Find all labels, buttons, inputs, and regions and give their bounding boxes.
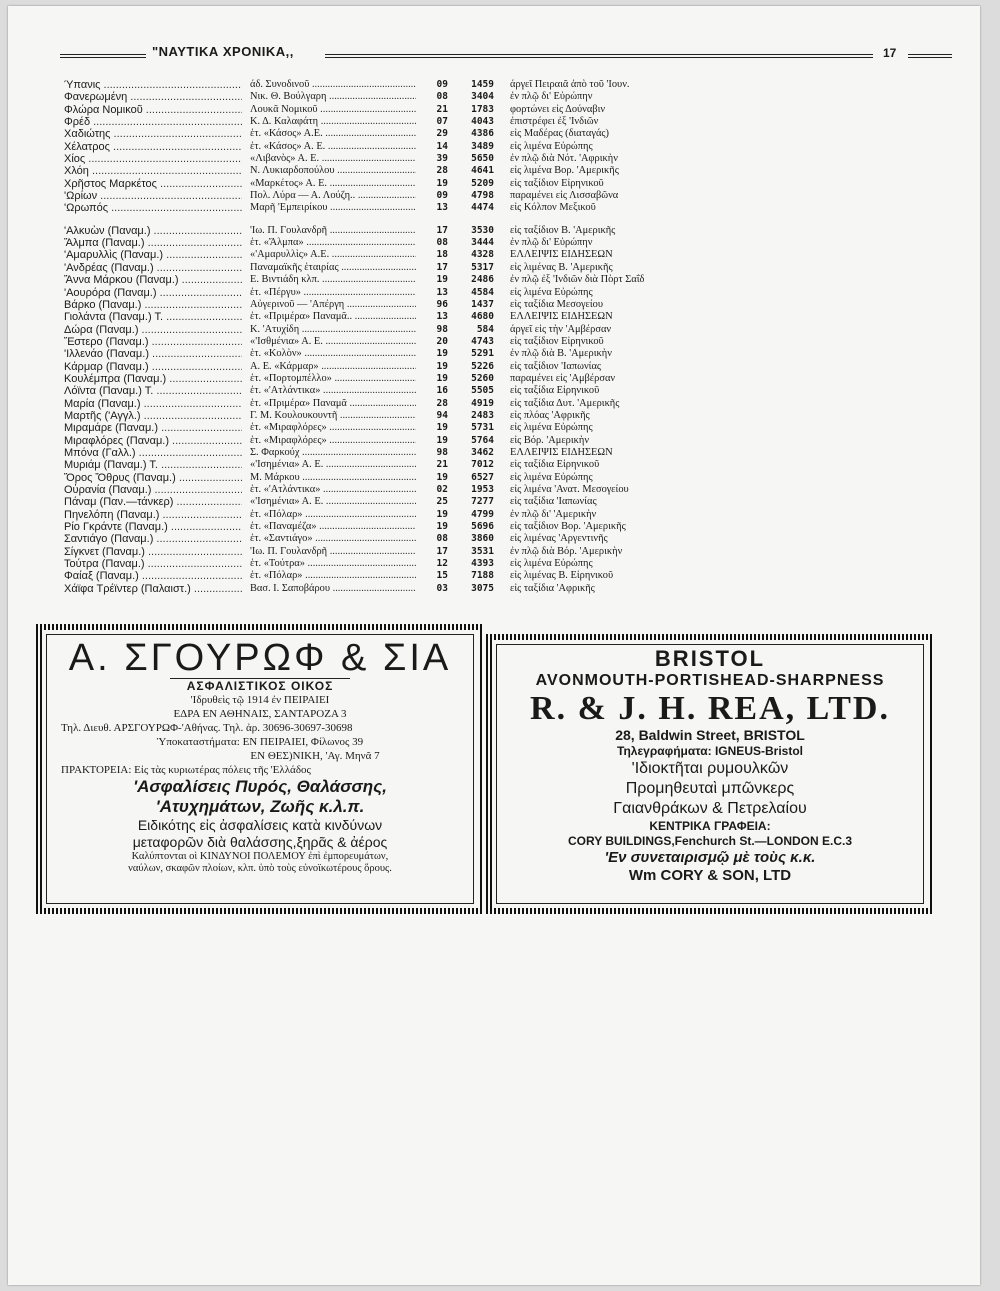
ship-tonnage: 3075 bbox=[471, 582, 494, 594]
ad-bristol-ports: AVONMOUTH-PORTISHEAD-SHARPNESS bbox=[535, 672, 885, 689]
ship-tonnage: 3860 bbox=[471, 533, 494, 545]
ship-location: εἰς Μαδέρας (διαταγάς) bbox=[510, 128, 609, 140]
ship-tonnage: 2486 bbox=[471, 274, 494, 286]
table-row bbox=[64, 202, 764, 214]
header-rule-left bbox=[60, 54, 146, 58]
ship-location: εἰς λιμένα 'Ανατ. Μεσογείου bbox=[510, 484, 629, 495]
ship-location: εἰς ταξίδιον Β. 'Αμερικῆς bbox=[510, 224, 616, 236]
ship-tonnage: 1437 bbox=[471, 298, 494, 310]
ad-sgouros-tel: Τηλ. Διευθ. ΑΡΣΓΟΥΡΩΦ-'Αθήνας. Τηλ. ἀρ. 30696-30697-30698 bbox=[61, 722, 353, 734]
ship-tonnage: 3444 bbox=[471, 237, 494, 249]
ship-owner: ἑτ. «Σαντιάγο» ..... bbox=[250, 533, 416, 545]
ship-location: άργεῖ εἰς τὴν 'Αμβέρσαν bbox=[510, 323, 612, 335]
ship-name: Χρῆστος Μαρκέτος ..... bbox=[64, 178, 242, 190]
ship-tonnage: 5505 bbox=[471, 385, 494, 397]
ship-owner: Ν. Λυκιαρδοπούλου ..... bbox=[250, 165, 416, 177]
header-rule-end bbox=[908, 54, 952, 58]
table-row bbox=[64, 141, 764, 153]
ship-year-code: 19 bbox=[436, 274, 448, 286]
ship-location: εἰς ταξίδιον Εἰρηνικοῦ bbox=[510, 335, 604, 347]
table-row bbox=[64, 116, 764, 128]
table-row bbox=[64, 398, 764, 410]
ship-owner: ἑτ. «Πριμέρα» Παναμᾶ.. ..... bbox=[250, 311, 416, 323]
ship-owner: ἑτ. «Πέργυ» ..... bbox=[250, 287, 416, 299]
ship-tonnage: 4386 bbox=[471, 128, 494, 140]
ship-location: εἰς λιμένα Βορ. 'Αμερικῆς bbox=[510, 165, 619, 177]
ship-owner: ἑτ. «Ἄλμπα» ..... bbox=[250, 237, 416, 249]
ship-owner: «Λιβανὸς» Α. Ε. ..... bbox=[250, 153, 416, 165]
ship-location: εἰς ταξίδιον Εἰρηνικοῦ bbox=[510, 177, 604, 189]
table-row bbox=[64, 348, 764, 360]
ship-name: Βάρκο (Παναμ.) ..... bbox=[64, 299, 242, 311]
ship-owner: ἑτ. «Κολὸν» ..... bbox=[250, 348, 416, 360]
ship-name: Τούτρα (Παναμ.) ..... bbox=[64, 558, 242, 570]
table-row bbox=[64, 558, 764, 570]
table-row bbox=[64, 422, 764, 434]
ship-tonnage: 5696 bbox=[471, 521, 494, 533]
ship-year-code: 21 bbox=[436, 459, 448, 471]
ship-location: εἰς Κόλπον Μεξικοῦ bbox=[510, 202, 596, 214]
ad-bristol-partner: 'Εν συνεταιρισμῷ μὲ τοὺς κ.κ. bbox=[604, 849, 816, 866]
ship-year-code: 16 bbox=[436, 385, 448, 397]
ship-location: εἰς λιμένα Εὐρώπης bbox=[510, 286, 593, 298]
ship-year-code: 19 bbox=[436, 521, 448, 533]
ship-owner: ἑτ. «'Ατλάντικα» ..... bbox=[250, 385, 416, 397]
table-row bbox=[64, 509, 764, 521]
ad-sgouros-insurance1: 'Ασφαλίσεις Πυρός, Θαλάσσης, bbox=[133, 777, 387, 796]
ship-tonnage: 3462 bbox=[471, 446, 494, 458]
ship-year-code: 29 bbox=[436, 128, 448, 140]
ship-name: Χέλατρος ..... bbox=[64, 141, 242, 153]
ship-name: Δώρα (Παναμ.) ..... bbox=[64, 324, 242, 336]
ship-name: Μιραφλόρες (Παναμ.) ..... bbox=[64, 435, 242, 447]
ship-tonnage: 4393 bbox=[471, 558, 494, 570]
ship-name: Χλόη ..... bbox=[64, 165, 242, 177]
table-row bbox=[64, 165, 764, 177]
ship-name: Ὄρος Ὄθρυς (Παναμ.) ..... bbox=[64, 472, 242, 484]
ship-name: Ἄννα Μάρκου (Παναμ.) ..... bbox=[64, 274, 242, 286]
table-row bbox=[64, 237, 764, 249]
ship-owner: ἑτ. «Τούτρα» ..... bbox=[250, 558, 416, 570]
ad-bristol-line1: 'Ιδιοκτῆται ρυμουλκῶν bbox=[631, 760, 789, 777]
ship-location: εἰς λιμένα Εὐρώπης bbox=[510, 558, 593, 570]
ship-year-code: 17 bbox=[436, 224, 448, 236]
ad-bristol-line3: Γαιανθράκων & Πετρελαίου bbox=[613, 800, 807, 817]
ship-tonnage: 5226 bbox=[471, 360, 494, 372]
table-row bbox=[64, 274, 764, 286]
ship-name: Λόϊντα (Παναμ.) Τ. ..... bbox=[64, 385, 242, 397]
ad-sgouros-war2: ναύλων, σκαφῶν πλοίων, κλπ. ὑπὸ τοὺς εὐνοϊκωτέρους ὅρους. bbox=[128, 863, 392, 874]
ship-owner: ἑτ. «'Ατλάντικα» ..... bbox=[250, 484, 416, 496]
ship-tonnage: 2483 bbox=[471, 409, 494, 421]
ship-name: Κουλέμπρα (Παναμ.) ..... bbox=[64, 373, 242, 385]
ship-location: άργεῖ Πειραιᾶ ἀπὸ τοῦ 'Ιουν. bbox=[510, 79, 630, 90]
ship-owner: ἑτ. «Πριμέρα» Παναμᾶ ..... bbox=[250, 398, 416, 410]
ad-sgouros-seat: ΕΔΡΑ ΕΝ ΑΘΗΝΑΙΣ, ΣΑΝΤΑΡΟΖΑ 3 bbox=[173, 708, 347, 720]
newspaper-page bbox=[8, 6, 980, 1285]
ship-name: Ἔστερο (Παναμ.) ..... bbox=[64, 336, 242, 348]
ship-owner: ἑτ. «Πορτομπέλλο» ..... bbox=[250, 373, 416, 385]
ad-sgouros-branch2: ΕΝ ΘΕΣ)ΝΙΚΗ, 'Αγ. Μηνᾶ 7 bbox=[250, 750, 380, 762]
ship-location: παραμένει εἰς Λισσαβῶνα bbox=[510, 190, 619, 202]
ship-name: 'Ανδρέας (Παναμ.) ..... bbox=[64, 262, 242, 274]
ad-sgouros bbox=[36, 624, 484, 914]
ship-tonnage: 1953 bbox=[471, 484, 494, 495]
ship-location: ἐν πλῷ δι' Εὐρώπην bbox=[510, 91, 593, 103]
ship-year-code: 19 bbox=[436, 434, 448, 446]
ship-owner: «'Αμαρυλλὶς» Α.Ε. ..... bbox=[250, 249, 416, 261]
ship-tonnage: 3530 bbox=[471, 224, 494, 236]
ship-name: Πηνελόπη (Παναμ.) ..... bbox=[64, 509, 242, 521]
ship-location: εἰς ταξίδια Εἰρηνικοῦ bbox=[510, 385, 600, 397]
ship-location: εἰς λιμένα Εὐρώπης bbox=[510, 140, 593, 152]
ship-owner: Ε. Βιντιάδη κλπ. ..... bbox=[250, 274, 416, 286]
ship-owner: Μαρῆ 'Εμπειρίκου ..... bbox=[250, 202, 416, 214]
table-row bbox=[64, 459, 764, 471]
ship-year-code: 98 bbox=[436, 323, 448, 335]
ship-owner: Α. Ε. «Κάρμαρ» ..... bbox=[250, 361, 416, 373]
table-row bbox=[64, 410, 764, 422]
table-row bbox=[64, 570, 764, 582]
ship-tonnage: 1783 bbox=[471, 103, 494, 115]
ship-location: ἐν πλῷ δι' 'Αμερικὴν bbox=[510, 508, 597, 520]
ship-owner: Λουκᾶ Νομικοῦ ..... bbox=[250, 104, 416, 116]
table-row bbox=[64, 336, 764, 348]
table-row bbox=[64, 324, 764, 336]
ship-year-code: 39 bbox=[436, 153, 448, 165]
ship-year-code: 28 bbox=[436, 165, 448, 177]
ship-name: Σίγκνετ (Παναμ.) ..... bbox=[64, 546, 242, 558]
ship-name: Χαδιώτης ..... bbox=[64, 128, 242, 140]
ship-group bbox=[64, 79, 764, 215]
ship-name: 'Αμαρυλλὶς (Παναμ.) ..... bbox=[64, 249, 242, 261]
table-row bbox=[64, 299, 764, 311]
ship-tonnage: 5260 bbox=[471, 372, 494, 384]
ship-year-code: 19 bbox=[436, 372, 448, 384]
ship-location: εἰς λιμένα Εὐρώπης bbox=[510, 471, 593, 483]
ship-owner: 'Ιω. Π. Γουλανδρῆ ..... bbox=[250, 225, 416, 237]
ship-location: ΕΛΛΕΙΨΙΣ ΕΙΔΗΣΕΩΝ bbox=[510, 249, 613, 261]
page-header bbox=[60, 44, 960, 66]
table-row bbox=[64, 287, 764, 299]
table-row bbox=[64, 521, 764, 533]
ship-owner: Πολ. Λύρα — Α. Λούζη.. ..... bbox=[250, 190, 416, 202]
ship-year-code: 14 bbox=[436, 140, 448, 152]
ship-tonnage: 4584 bbox=[471, 286, 494, 298]
ship-year-code: 19 bbox=[436, 177, 448, 189]
ad-sgouros-branch1: Ὑποκαταστήματα: ΕΝ ΠΕΙΡΑΙΕΙ, Φίλωνος 39 bbox=[156, 736, 364, 748]
table-row bbox=[64, 385, 764, 397]
ship-name: Ἄλμπα (Παναμ.) ..... bbox=[64, 237, 242, 249]
table-row bbox=[64, 153, 764, 165]
ship-table bbox=[64, 79, 764, 605]
ship-location: εἰς ταξίδια Μεσογείου bbox=[510, 298, 603, 310]
ship-name: Φανερωμένη ..... bbox=[64, 91, 242, 103]
ship-tonnage: 5317 bbox=[471, 261, 494, 273]
table-row bbox=[64, 435, 764, 447]
ship-owner: Μ. Μάρκου ..... bbox=[250, 472, 416, 484]
ship-year-code: 94 bbox=[436, 409, 448, 421]
ad-sgouros-insurance2: 'Ατυχημάτων, Ζωῆς κ.λ.π. bbox=[155, 797, 365, 816]
ship-year-code: 28 bbox=[436, 397, 448, 409]
ship-year-code: 15 bbox=[436, 570, 448, 582]
ship-tonnage: 3404 bbox=[471, 91, 494, 103]
ship-tonnage: 7012 bbox=[471, 459, 494, 471]
ship-year-code: 19 bbox=[436, 508, 448, 520]
ship-year-code: 19 bbox=[436, 360, 448, 372]
ship-name: Ρίο Γκράντε (Παναμ.) ..... bbox=[64, 521, 242, 533]
ship-name: 'Αουρόρα (Παναμ.) ..... bbox=[64, 287, 242, 299]
ship-owner: Κ. Δ. Καλαφάτη ..... bbox=[250, 116, 416, 128]
header-rule-right bbox=[325, 54, 873, 58]
ship-location: ἐπιστρέφει ἐξ 'Ινδιῶν bbox=[510, 116, 599, 128]
ship-owner: Παναμαϊκῆς ἑταιρίας ..... bbox=[250, 262, 416, 274]
ship-year-code: 12 bbox=[436, 558, 448, 570]
ship-year-code: 08 bbox=[436, 237, 448, 249]
table-row bbox=[64, 262, 764, 274]
ship-name: Μαρτῆς ('Αγγλ.) ..... bbox=[64, 410, 242, 422]
ship-year-code: 25 bbox=[436, 496, 448, 508]
table-row bbox=[64, 533, 764, 545]
ship-location: ἐν πλῷ δι' Εὐρώπην bbox=[510, 237, 593, 249]
ad-sgouros-spec1: Ειδικότης εἰς ἀσφαλίσεις κατὰ κινδύνων bbox=[137, 817, 383, 833]
ship-owner: Κ. 'Ατυχίδη ..... bbox=[250, 324, 416, 336]
ship-owner: Σ. Φαρκούχ ..... bbox=[250, 447, 416, 459]
ship-year-code: 19 bbox=[436, 422, 448, 434]
ship-year-code: 19 bbox=[436, 471, 448, 483]
ship-year-code: 09 bbox=[436, 190, 448, 202]
ad-bristol-rea: R. & J. H. REA, LTD. bbox=[530, 690, 890, 727]
ad-sgouros-war1: Καλύπτονται οἱ ΚΙΝΔΥΝΟΙ ΠΟΛΕΜΟΥ ἐπὶ ἐμπορευμάτων, bbox=[131, 851, 389, 862]
table-row bbox=[64, 472, 764, 484]
ship-name: Σαντιάγο (Παναμ.) ..... bbox=[64, 533, 242, 545]
ship-owner: ἑτ. «Κάσος» Α. Ε. ..... bbox=[250, 141, 416, 153]
ad-bristol-title: BRISTOL bbox=[654, 646, 766, 671]
ship-location: εἰς ταξίδια 'Αφρικῆς bbox=[510, 582, 595, 594]
ship-owner: Νικ. Θ. Βούλγαρη ..... bbox=[250, 91, 416, 103]
ship-name: Ύπανις ..... bbox=[64, 79, 242, 91]
ship-year-code: 08 bbox=[436, 91, 448, 103]
ship-tonnage: 3531 bbox=[471, 545, 494, 557]
ad-sgouros-inner bbox=[46, 634, 474, 904]
ship-owner: ἑτ. «Μιραφλόρες» ..... bbox=[250, 422, 416, 434]
ship-name: Φρέδ ..... bbox=[64, 116, 242, 128]
ship-tonnage: 5650 bbox=[471, 153, 494, 165]
ad-bristol bbox=[486, 634, 934, 914]
table-row bbox=[64, 79, 764, 91]
ad-sgouros-spec2: μεταφορῶν διὰ θαλάσσης,ξηρᾶς & ἀέρος bbox=[132, 834, 388, 850]
ship-tonnage: 4919 bbox=[471, 397, 494, 409]
ship-name: Μυριάμ (Παναμ.) Τ. ..... bbox=[64, 459, 242, 471]
table-row bbox=[64, 128, 764, 140]
table-row bbox=[64, 91, 764, 103]
ad-sgouros-founded: 'Ιδρυθεὶς τῷ 1914 ἐν ΠΕΙΡΑΙΕΙ bbox=[190, 694, 330, 706]
table-row bbox=[64, 373, 764, 385]
table-row bbox=[64, 104, 764, 116]
table-row bbox=[64, 311, 764, 323]
table-row bbox=[64, 178, 764, 190]
ship-owner: ἑτ. «Κάσος» Α.Ε. ..... bbox=[250, 128, 416, 140]
ship-name: 'Ωρωπός ..... bbox=[64, 202, 242, 214]
table-row bbox=[64, 447, 764, 459]
ship-owner: ἑτ. «Μιραφλόρες» ..... bbox=[250, 435, 416, 447]
ad-bristol-inner bbox=[496, 644, 924, 904]
ship-location: εἰς πλόας 'Αφρικῆς bbox=[510, 409, 590, 421]
ad-bristol-office: CORY BUILDINGS,Fenchurch St.—LONDON E.C.3 bbox=[567, 834, 853, 848]
ship-name: Μαρία (Παναμ.) ..... bbox=[64, 398, 242, 410]
ship-name: Μπόνα (Γαλλ.) ..... bbox=[64, 447, 242, 459]
table-row bbox=[64, 249, 764, 261]
ship-owner: ἑτ. «Πόλαρ» ..... bbox=[250, 509, 416, 521]
ship-year-code: 13 bbox=[436, 286, 448, 298]
ship-location: ΕΛΛΕΙΨΙΣ ΕΙΔΗΣΕΩΝ bbox=[510, 446, 613, 458]
ship-year-code: 18 bbox=[436, 249, 448, 261]
ship-location: εἰς ταξίδιον 'Ιαπωνίας bbox=[510, 360, 602, 372]
ship-location: εἰς λιμένας Β. 'Αμερικῆς bbox=[510, 261, 613, 273]
ship-group bbox=[64, 225, 764, 595]
journal-title: "ΝΑΥΤΙΚΑ ΧΡΟΝΙΚΑ,, bbox=[152, 44, 294, 59]
ship-owner: «Μαρκέτος» Α. Ε. ..... bbox=[250, 178, 416, 190]
ship-location: ἐν πλῷ διὰ Βόρ. 'Αμερικὴν bbox=[510, 545, 623, 557]
ship-location: παραμένει εἰς 'Αμβέρσαν bbox=[510, 372, 616, 384]
ship-year-code: 02 bbox=[436, 484, 448, 495]
ad-sgouros-agencies: ΠΡΑΚΤΟΡΕΙΑ: Εἰς τὰς κυριωτέρας πόλεις τῆς 'Ελλάδος bbox=[61, 764, 311, 776]
ship-owner: ἑτ. «Παναμέζα» ..... bbox=[250, 521, 416, 533]
ship-tonnage: 5209 bbox=[471, 177, 494, 189]
ship-owner: Αὐγερινοῦ — 'Απέργη ..... bbox=[250, 299, 416, 311]
ship-tonnage: 4680 bbox=[471, 311, 494, 323]
ship-year-code: 20 bbox=[436, 335, 448, 347]
ad-sgouros-title: Α. ΣΓΟΥΡΩΦ & ΣΙΑ bbox=[68, 637, 452, 679]
ship-tonnage: 4743 bbox=[471, 335, 494, 347]
ad-sgouros-subtitle: ΑΣΦΑΛΙΣΤΙΚΟΣ ΟΙΚΟΣ bbox=[170, 678, 350, 693]
ship-owner: 'Ιω. Π. Γουλανδρῆ ..... bbox=[250, 546, 416, 558]
ship-year-code: 09 bbox=[436, 79, 448, 90]
table-row bbox=[64, 484, 764, 496]
ship-name: 'Ωρίων ..... bbox=[64, 190, 242, 202]
ship-tonnage: 6527 bbox=[471, 471, 494, 483]
ad-bristol-cory: Wm CORY & SON, LTD bbox=[628, 867, 792, 884]
ship-year-code: 13 bbox=[436, 311, 448, 323]
ship-tonnage: 3489 bbox=[471, 140, 494, 152]
table-row bbox=[64, 190, 764, 202]
ship-tonnage: 4474 bbox=[471, 202, 494, 214]
table-row bbox=[64, 546, 764, 558]
ship-name: Χίος ..... bbox=[64, 153, 242, 165]
ship-location: εἰς ταξίδιον Βορ. 'Αμερικῆς bbox=[510, 521, 626, 533]
ship-name: 'Ιλλενάο (Παναμ.) ..... bbox=[64, 348, 242, 360]
ship-year-code: 98 bbox=[436, 446, 448, 458]
ship-year-code: 17 bbox=[436, 261, 448, 273]
ship-year-code: 21 bbox=[436, 103, 448, 115]
ship-year-code: 17 bbox=[436, 545, 448, 557]
ship-name: 'Αλκυὼν (Παναμ.) ..... bbox=[64, 225, 242, 237]
table-row bbox=[64, 496, 764, 508]
ship-owner: Γ. Μ. Κουλουκουντῆ ..... bbox=[250, 410, 416, 422]
ship-tonnage: 7188 bbox=[471, 570, 494, 582]
ship-location: ΕΛΛΕΙΨΙΣ ΕΙΔΗΣΕΩΝ bbox=[510, 311, 613, 323]
ship-name: Μιραμάρε (Παναμ.) ..... bbox=[64, 422, 242, 434]
ad-bristol-office-label: ΚΕΝΤΡΙΚΑ ΓΡΑΦΕΙΑ: bbox=[649, 819, 771, 833]
ship-location: ἐν πλῷ διὰ Νότ. 'Αφρικὴν bbox=[510, 153, 618, 165]
ship-name: Οὐρανία (Παναμ.) ..... bbox=[64, 484, 242, 496]
ship-location: εἰς ταξίδια Εἰρηνικοῦ bbox=[510, 459, 600, 471]
ship-tonnage: 4799 bbox=[471, 508, 494, 520]
ship-tonnage: 5731 bbox=[471, 422, 494, 434]
ship-location: εἰς ταξίδια 'Ιαπωνίας bbox=[510, 496, 597, 508]
ship-location: ἐν πλῷ διὰ Β. 'Αμερικὴν bbox=[510, 348, 612, 360]
ad-bristol-line2: Προμηθευταὶ μπῶνκερς bbox=[625, 780, 795, 797]
ship-name: Γιολάντα (Παναμ.) Τ. ..... bbox=[64, 311, 242, 323]
ship-name: Χάϊφα Τρέϊντερ (Παλαιστ.) ..... bbox=[64, 583, 242, 595]
ship-year-code: 03 bbox=[436, 582, 448, 594]
ship-name: Φαίαξ (Παναμ.) ..... bbox=[64, 570, 242, 582]
ship-owner: Βασ. Ι. Σαποβάρου ..... bbox=[250, 583, 416, 595]
ship-owner: ἑτ. «Πόλαρ» ..... bbox=[250, 570, 416, 582]
ship-year-code: 07 bbox=[436, 116, 448, 128]
ship-location: εἰς Βόρ. 'Αμερικὴν bbox=[510, 434, 590, 446]
ship-tonnage: 4043 bbox=[471, 116, 494, 128]
ship-tonnage: 5764 bbox=[471, 434, 494, 446]
ship-location: εἰς λιμένας 'Αργεντινῆς bbox=[510, 533, 608, 545]
ship-tonnage: 584 bbox=[476, 323, 494, 335]
ship-tonnage: 4798 bbox=[471, 190, 494, 202]
ship-location: εἰς ταξίδια Δυτ. 'Αμερικῆς bbox=[510, 397, 620, 409]
ship-name: Φλώρα Νομικοῦ ..... bbox=[64, 104, 242, 116]
ship-location: ἐν πλῷ ἐξ 'Ινδιῶν διὰ Πὸρτ Σαΐδ bbox=[510, 274, 645, 286]
ship-owner: «'Ισημένια» Α. Ε. ..... bbox=[250, 496, 416, 508]
ship-name: Πάναμ (Παν.—τάνκερ) ..... bbox=[64, 496, 242, 508]
ship-year-code: 19 bbox=[436, 348, 448, 360]
page-number: 17 bbox=[883, 46, 897, 60]
ship-location: εἰς λιμένα Εὐρώπης bbox=[510, 422, 593, 434]
ship-year-code: 08 bbox=[436, 533, 448, 545]
ship-owner: άδ. Συνοδινοῦ ..... bbox=[250, 79, 416, 91]
ship-tonnage: 7277 bbox=[471, 496, 494, 508]
ship-tonnage: 5291 bbox=[471, 348, 494, 360]
ship-owner: «'Ισημένια» Α. Ε. ..... bbox=[250, 459, 416, 471]
ad-bristol-telegraph: Τηλεγραφήματα: IGNEUS-Bristol bbox=[617, 744, 803, 758]
table-row bbox=[64, 361, 764, 373]
ship-tonnage: 4641 bbox=[471, 165, 494, 177]
ship-location: εἰς λιμένας Β. Εἰρηνικοῦ bbox=[510, 570, 614, 582]
ship-name: Κάρμαρ (Παναμ.) ..... bbox=[64, 361, 242, 373]
ship-owner: «'Ισθμένια» Α. Ε. ..... bbox=[250, 336, 416, 348]
ship-year-code: 96 bbox=[436, 298, 448, 310]
ship-year-code: 13 bbox=[436, 202, 448, 214]
ad-bristol-address: 28, Baldwin Street, BRISTOL bbox=[615, 727, 805, 743]
ship-tonnage: 4328 bbox=[471, 249, 494, 261]
ship-location: φορτώνει εἰς Δούναβιν bbox=[510, 103, 606, 115]
ship-tonnage: 1459 bbox=[471, 79, 494, 90]
table-row bbox=[64, 225, 764, 237]
table-row bbox=[64, 583, 764, 595]
